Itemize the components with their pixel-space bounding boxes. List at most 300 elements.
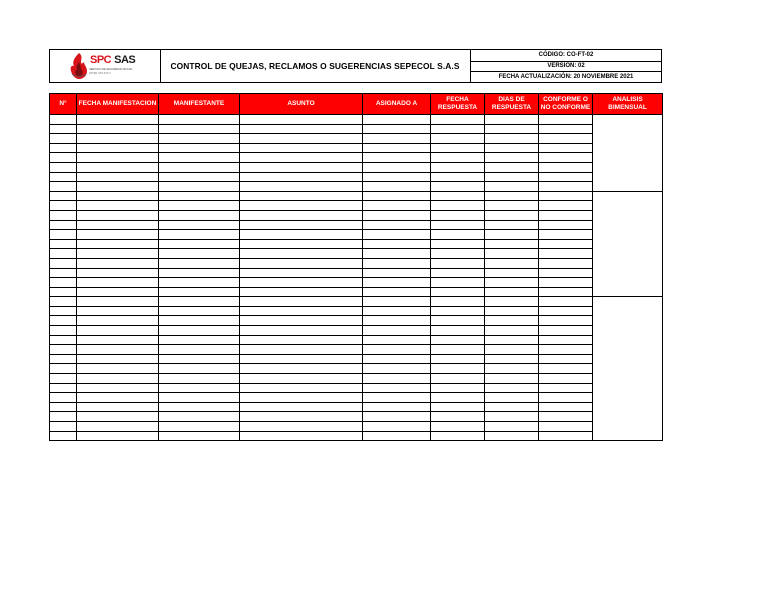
cell-manifestante[interactable] <box>159 182 240 192</box>
cell-manifestante[interactable] <box>159 345 240 355</box>
table-row <box>50 364 663 374</box>
cell-asunto[interactable] <box>240 239 363 249</box>
cell-fecha-manifestacion[interactable] <box>77 402 159 412</box>
cell-dias-respuesta[interactable] <box>485 393 539 403</box>
cell-manifestante[interactable] <box>159 210 240 220</box>
cell-dias-respuesta[interactable] <box>485 249 539 259</box>
cell-manifestante[interactable] <box>159 316 240 326</box>
cell-no[interactable] <box>50 326 77 336</box>
cell-asunto[interactable] <box>240 143 363 153</box>
table-row <box>50 162 663 172</box>
cell-conforme[interactable] <box>539 278 593 288</box>
cell-no[interactable] <box>50 162 77 172</box>
cell-dias-respuesta[interactable] <box>485 354 539 364</box>
cell-fecha-respuesta[interactable] <box>431 239 485 249</box>
cell-manifestante[interactable] <box>159 297 240 307</box>
cell-asunto[interactable] <box>240 134 363 144</box>
cell-asunto[interactable] <box>240 172 363 182</box>
cell-conforme[interactable] <box>539 374 593 384</box>
cell-no[interactable] <box>50 172 77 182</box>
cell-no[interactable] <box>50 143 77 153</box>
cell-fecha-respuesta[interactable] <box>431 134 485 144</box>
logo-wordmark: SPC SAS <box>90 54 136 66</box>
cell-asignado[interactable] <box>363 412 431 422</box>
cell-fecha-manifestacion[interactable] <box>77 153 159 163</box>
cell-asunto[interactable] <box>240 402 363 412</box>
cell-asunto[interactable] <box>240 422 363 432</box>
cell-fecha-respuesta[interactable] <box>431 402 485 412</box>
cell-fecha-respuesta[interactable] <box>431 345 485 355</box>
cell-analisis-bimensual[interactable] <box>593 297 663 441</box>
cell-no[interactable] <box>50 422 77 432</box>
cell-no[interactable] <box>50 374 77 384</box>
cell-asignado[interactable] <box>363 239 431 249</box>
cell-asignado[interactable] <box>363 249 431 259</box>
cell-no[interactable] <box>50 412 77 422</box>
document-code: CÓDIGO: CO-FT-02 <box>538 52 594 59</box>
cell-fecha-respuesta[interactable] <box>431 249 485 259</box>
cell-no[interactable] <box>50 297 77 307</box>
cell-dias-respuesta[interactable] <box>485 172 539 182</box>
cell-conforme[interactable] <box>539 393 593 403</box>
cell-manifestante[interactable] <box>159 412 240 422</box>
cell-fecha-manifestacion[interactable] <box>77 124 159 134</box>
cell-fecha-respuesta[interactable] <box>431 297 485 307</box>
cell-asignado[interactable] <box>363 210 431 220</box>
cell-no[interactable] <box>50 354 77 364</box>
cell-asunto[interactable] <box>240 153 363 163</box>
cell-manifestante[interactable] <box>159 268 240 278</box>
cell-asignado[interactable] <box>363 182 431 192</box>
cell-dias-respuesta[interactable] <box>485 258 539 268</box>
cell-no[interactable] <box>50 258 77 268</box>
table-row <box>50 393 663 403</box>
cell-fecha-respuesta[interactable] <box>431 153 485 163</box>
cell-conforme[interactable] <box>539 172 593 182</box>
cell-conforme[interactable] <box>539 335 593 345</box>
cell-dias-respuesta[interactable] <box>485 383 539 393</box>
cell-fecha-manifestacion[interactable] <box>77 201 159 211</box>
cell-conforme[interactable] <box>539 345 593 355</box>
cell-fecha-manifestacion[interactable] <box>77 172 159 182</box>
cell-dias-respuesta[interactable] <box>485 326 539 336</box>
cell-conforme[interactable] <box>539 306 593 316</box>
cell-conforme[interactable] <box>539 239 593 249</box>
cell-fecha-manifestacion[interactable] <box>77 364 159 374</box>
cell-asunto[interactable] <box>240 210 363 220</box>
cell-manifestante[interactable] <box>159 230 240 240</box>
cell-dias-respuesta[interactable] <box>485 335 539 345</box>
cell-dias-respuesta[interactable] <box>485 316 539 326</box>
cell-manifestante[interactable] <box>159 153 240 163</box>
table-row <box>50 239 663 249</box>
cell-conforme[interactable] <box>539 191 593 201</box>
cell-fecha-respuesta[interactable] <box>431 124 485 134</box>
cell-fecha-respuesta[interactable] <box>431 287 485 297</box>
cell-asignado[interactable] <box>363 335 431 345</box>
cell-dias-respuesta[interactable] <box>485 364 539 374</box>
cell-asunto[interactable] <box>240 230 363 240</box>
cell-conforme[interactable] <box>539 422 593 432</box>
cell-fecha-respuesta[interactable] <box>431 115 485 125</box>
document-title: CONTROL DE QUEJAS, RECLAMOS O SUGERENCIAS SEPECOL S.A.S <box>160 50 471 82</box>
cell-no[interactable] <box>50 431 77 441</box>
cell-asunto[interactable] <box>240 297 363 307</box>
cell-asignado[interactable] <box>363 230 431 240</box>
cell-asignado[interactable] <box>363 153 431 163</box>
cell-manifestante[interactable] <box>159 220 240 230</box>
company-logo <box>68 52 148 80</box>
table-row <box>50 326 663 336</box>
table-row <box>50 335 663 345</box>
cell-asunto[interactable] <box>240 162 363 172</box>
cell-conforme[interactable] <box>539 153 593 163</box>
cell-asunto[interactable] <box>240 287 363 297</box>
cell-fecha-manifestacion[interactable] <box>77 345 159 355</box>
cell-conforme[interactable] <box>539 383 593 393</box>
cell-asignado[interactable] <box>363 268 431 278</box>
cell-asunto[interactable] <box>240 374 363 384</box>
cell-no[interactable] <box>50 287 77 297</box>
cell-conforme[interactable] <box>539 182 593 192</box>
cell-asignado[interactable] <box>363 191 431 201</box>
cell-dias-respuesta[interactable] <box>485 115 539 125</box>
cell-no[interactable] <box>50 182 77 192</box>
cell-no[interactable] <box>50 134 77 144</box>
cell-fecha-manifestacion[interactable] <box>77 230 159 240</box>
cell-manifestante[interactable] <box>159 191 240 201</box>
cell-fecha-manifestacion[interactable] <box>77 287 159 297</box>
cell-dias-respuesta[interactable] <box>485 268 539 278</box>
cell-conforme[interactable] <box>539 230 593 240</box>
cell-dias-respuesta[interactable] <box>485 431 539 441</box>
cell-dias-respuesta[interactable] <box>485 162 539 172</box>
cell-no[interactable] <box>50 191 77 201</box>
cell-fecha-manifestacion[interactable] <box>77 134 159 144</box>
cell-asignado[interactable] <box>363 115 431 125</box>
cell-conforme[interactable] <box>539 124 593 134</box>
column-header-fecha-manifestacion: FECHA MANIFESTACION <box>77 94 159 115</box>
cell-asunto[interactable] <box>240 431 363 441</box>
cell-manifestante[interactable] <box>159 335 240 345</box>
cell-conforme[interactable] <box>539 316 593 326</box>
cell-manifestante[interactable] <box>159 258 240 268</box>
table-row <box>50 258 663 268</box>
cell-manifestante[interactable] <box>159 383 240 393</box>
cell-no[interactable] <box>50 249 77 259</box>
cell-asignado[interactable] <box>363 374 431 384</box>
cell-no[interactable] <box>50 393 77 403</box>
table-row <box>50 287 663 297</box>
cell-conforme[interactable] <box>539 258 593 268</box>
cell-dias-respuesta[interactable] <box>485 153 539 163</box>
cell-fecha-respuesta[interactable] <box>431 383 485 393</box>
cell-asignado[interactable] <box>363 316 431 326</box>
cell-conforme[interactable] <box>539 412 593 422</box>
cell-asunto[interactable] <box>240 249 363 259</box>
cell-no[interactable] <box>50 201 77 211</box>
cell-no[interactable] <box>50 306 77 316</box>
cell-asignado[interactable] <box>363 258 431 268</box>
cell-manifestante[interactable] <box>159 143 240 153</box>
cell-asunto[interactable] <box>240 220 363 230</box>
cell-manifestante[interactable] <box>159 402 240 412</box>
cell-fecha-respuesta[interactable] <box>431 374 485 384</box>
cell-fecha-respuesta[interactable] <box>431 354 485 364</box>
cell-fecha-manifestacion[interactable] <box>77 162 159 172</box>
cell-fecha-manifestacion[interactable] <box>77 239 159 249</box>
cell-manifestante[interactable] <box>159 326 240 336</box>
cell-fecha-respuesta[interactable] <box>431 172 485 182</box>
cell-asignado[interactable] <box>363 431 431 441</box>
cell-fecha-manifestacion[interactable] <box>77 412 159 422</box>
cell-asignado[interactable] <box>363 172 431 182</box>
cell-manifestante[interactable] <box>159 422 240 432</box>
cell-fecha-manifestacion[interactable] <box>77 422 159 432</box>
cell-dias-respuesta[interactable] <box>485 345 539 355</box>
cell-fecha-manifestacion[interactable] <box>77 143 159 153</box>
cell-fecha-manifestacion[interactable] <box>77 374 159 384</box>
cell-fecha-respuesta[interactable] <box>431 278 485 288</box>
cell-fecha-respuesta[interactable] <box>431 191 485 201</box>
cell-fecha-respuesta[interactable] <box>431 210 485 220</box>
cell-no[interactable] <box>50 268 77 278</box>
cell-conforme[interactable] <box>539 210 593 220</box>
cell-asunto[interactable] <box>240 182 363 192</box>
cell-fecha-respuesta[interactable] <box>431 393 485 403</box>
cell-asunto[interactable] <box>240 258 363 268</box>
cell-asignado[interactable] <box>363 345 431 355</box>
table-row <box>50 374 663 384</box>
cell-dias-respuesta[interactable] <box>485 143 539 153</box>
cell-dias-respuesta[interactable] <box>485 422 539 432</box>
cell-conforme[interactable] <box>539 143 593 153</box>
cell-conforme[interactable] <box>539 115 593 125</box>
cell-no[interactable] <box>50 402 77 412</box>
cell-fecha-manifestacion[interactable] <box>77 268 159 278</box>
cell-asignado[interactable] <box>363 402 431 412</box>
cell-no[interactable] <box>50 115 77 125</box>
cell-fecha-manifestacion[interactable] <box>77 115 159 125</box>
cell-fecha-respuesta[interactable] <box>431 143 485 153</box>
cell-dias-respuesta[interactable] <box>485 191 539 201</box>
cell-no[interactable] <box>50 239 77 249</box>
cell-asunto[interactable] <box>240 268 363 278</box>
cell-fecha-manifestacion[interactable] <box>77 191 159 201</box>
cell-asignado[interactable] <box>363 393 431 403</box>
cell-asignado[interactable] <box>363 162 431 172</box>
cell-manifestante[interactable] <box>159 239 240 249</box>
table-row <box>50 153 663 163</box>
cell-asignado[interactable] <box>363 422 431 432</box>
cell-fecha-respuesta[interactable] <box>431 268 485 278</box>
cell-asignado[interactable] <box>363 278 431 288</box>
cell-asunto[interactable] <box>240 412 363 422</box>
cell-no[interactable] <box>50 278 77 288</box>
cell-asunto[interactable] <box>240 393 363 403</box>
cell-no[interactable] <box>50 345 77 355</box>
cell-manifestante[interactable] <box>159 134 240 144</box>
cell-dias-respuesta[interactable] <box>485 124 539 134</box>
cell-fecha-manifestacion[interactable] <box>77 383 159 393</box>
column-header-asunto: ASUNTO <box>240 94 363 115</box>
column-header-conforme: CONFORME O NO CONFORME <box>539 94 593 115</box>
cell-fecha-respuesta[interactable] <box>431 364 485 374</box>
cell-manifestante[interactable] <box>159 393 240 403</box>
cell-conforme[interactable] <box>539 297 593 307</box>
cell-dias-respuesta[interactable] <box>485 210 539 220</box>
cell-manifestante[interactable] <box>159 306 240 316</box>
cell-asignado[interactable] <box>363 220 431 230</box>
cell-dias-respuesta[interactable] <box>485 182 539 192</box>
table-row <box>50 249 663 259</box>
cell-fecha-manifestacion[interactable] <box>77 306 159 316</box>
cell-fecha-manifestacion[interactable] <box>77 335 159 345</box>
cell-conforme[interactable] <box>539 364 593 374</box>
cell-fecha-respuesta[interactable] <box>431 412 485 422</box>
cell-manifestante[interactable] <box>159 431 240 441</box>
cell-conforme[interactable] <box>539 201 593 211</box>
cell-conforme[interactable] <box>539 287 593 297</box>
cell-fecha-manifestacion[interactable] <box>77 278 159 288</box>
cell-analisis-bimensual[interactable] <box>593 115 663 192</box>
cell-asunto[interactable] <box>240 354 363 364</box>
table-row <box>50 412 663 422</box>
cell-conforme[interactable] <box>539 431 593 441</box>
cell-no[interactable] <box>50 230 77 240</box>
cell-no[interactable] <box>50 153 77 163</box>
cell-dias-respuesta[interactable] <box>485 201 539 211</box>
cell-asignado[interactable] <box>363 306 431 316</box>
cell-dias-respuesta[interactable] <box>485 230 539 240</box>
cell-fecha-respuesta[interactable] <box>431 201 485 211</box>
cell-asunto[interactable] <box>240 383 363 393</box>
cell-conforme[interactable] <box>539 402 593 412</box>
cell-no[interactable] <box>50 210 77 220</box>
cell-fecha-manifestacion[interactable] <box>77 326 159 336</box>
cell-asunto[interactable] <box>240 278 363 288</box>
table-row <box>50 143 663 153</box>
cell-asignado[interactable] <box>363 143 431 153</box>
cell-asignado[interactable] <box>363 364 431 374</box>
cell-conforme[interactable] <box>539 249 593 259</box>
cell-asunto[interactable] <box>240 201 363 211</box>
cell-manifestante[interactable] <box>159 249 240 259</box>
cell-no[interactable] <box>50 383 77 393</box>
cell-manifestante[interactable] <box>159 354 240 364</box>
cell-fecha-manifestacion[interactable] <box>77 210 159 220</box>
cell-manifestante[interactable] <box>159 124 240 134</box>
cell-asunto[interactable] <box>240 335 363 345</box>
cell-dias-respuesta[interactable] <box>485 220 539 230</box>
cell-dias-respuesta[interactable] <box>485 278 539 288</box>
cell-asunto[interactable] <box>240 306 363 316</box>
cell-fecha-manifestacion[interactable] <box>77 182 159 192</box>
cell-asignado[interactable] <box>363 297 431 307</box>
cell-fecha-manifestacion[interactable] <box>77 316 159 326</box>
cell-dias-respuesta[interactable] <box>485 306 539 316</box>
cell-manifestante[interactable] <box>159 162 240 172</box>
cell-fecha-manifestacion[interactable] <box>77 258 159 268</box>
cell-analisis-bimensual[interactable] <box>593 191 663 297</box>
cell-no[interactable] <box>50 220 77 230</box>
cell-fecha-respuesta[interactable] <box>431 220 485 230</box>
cell-dias-respuesta[interactable] <box>485 239 539 249</box>
cell-fecha-respuesta[interactable] <box>431 182 485 192</box>
cell-manifestante[interactable] <box>159 172 240 182</box>
cell-fecha-respuesta[interactable] <box>431 422 485 432</box>
cell-fecha-respuesta[interactable] <box>431 335 485 345</box>
cell-conforme[interactable] <box>539 268 593 278</box>
cell-fecha-manifestacion[interactable] <box>77 297 159 307</box>
cell-fecha-respuesta[interactable] <box>431 306 485 316</box>
cell-fecha-manifestacion[interactable] <box>77 220 159 230</box>
cell-manifestante[interactable] <box>159 364 240 374</box>
cell-asignado[interactable] <box>363 326 431 336</box>
table-row <box>50 115 663 125</box>
cell-asunto[interactable] <box>240 191 363 201</box>
cell-fecha-respuesta[interactable] <box>431 230 485 240</box>
cell-manifestante[interactable] <box>159 287 240 297</box>
table-row <box>50 306 663 316</box>
cell-no[interactable] <box>50 124 77 134</box>
cell-manifestante[interactable] <box>159 374 240 384</box>
cell-fecha-manifestacion[interactable] <box>77 393 159 403</box>
cell-asunto[interactable] <box>240 316 363 326</box>
cell-fecha-respuesta[interactable] <box>431 431 485 441</box>
cell-fecha-manifestacion[interactable] <box>77 354 159 364</box>
cell-fecha-respuesta[interactable] <box>431 258 485 268</box>
cell-asignado[interactable] <box>363 383 431 393</box>
cell-no[interactable] <box>50 364 77 374</box>
cell-asignado[interactable] <box>363 134 431 144</box>
cell-asunto[interactable] <box>240 345 363 355</box>
cell-fecha-manifestacion[interactable] <box>77 249 159 259</box>
cell-fecha-respuesta[interactable] <box>431 316 485 326</box>
cell-asignado[interactable] <box>363 201 431 211</box>
cell-dias-respuesta[interactable] <box>485 402 539 412</box>
cell-asunto[interactable] <box>240 124 363 134</box>
cell-conforme[interactable] <box>539 326 593 336</box>
cell-dias-respuesta[interactable] <box>485 134 539 144</box>
cell-asignado[interactable] <box>363 354 431 364</box>
column-header-manifestante: MANIFESTANTE <box>159 94 240 115</box>
cell-asunto[interactable] <box>240 364 363 374</box>
cell-asignado[interactable] <box>363 124 431 134</box>
table-row <box>50 182 663 192</box>
cell-dias-respuesta[interactable] <box>485 297 539 307</box>
cell-asunto[interactable] <box>240 326 363 336</box>
cell-manifestante[interactable] <box>159 201 240 211</box>
cell-fecha-respuesta[interactable] <box>431 162 485 172</box>
cell-manifestante[interactable] <box>159 278 240 288</box>
cell-manifestante[interactable] <box>159 115 240 125</box>
cell-dias-respuesta[interactable] <box>485 412 539 422</box>
cell-conforme[interactable] <box>539 134 593 144</box>
cell-dias-respuesta[interactable] <box>485 287 539 297</box>
cell-conforme[interactable] <box>539 354 593 364</box>
cell-no[interactable] <box>50 316 77 326</box>
cell-fecha-respuesta[interactable] <box>431 326 485 336</box>
register-table <box>49 93 663 441</box>
cell-conforme[interactable] <box>539 220 593 230</box>
cell-dias-respuesta[interactable] <box>485 374 539 384</box>
cell-fecha-manifestacion[interactable] <box>77 431 159 441</box>
cell-asignado[interactable] <box>363 287 431 297</box>
cell-asunto[interactable] <box>240 115 363 125</box>
cell-conforme[interactable] <box>539 162 593 172</box>
cell-no[interactable] <box>50 335 77 345</box>
